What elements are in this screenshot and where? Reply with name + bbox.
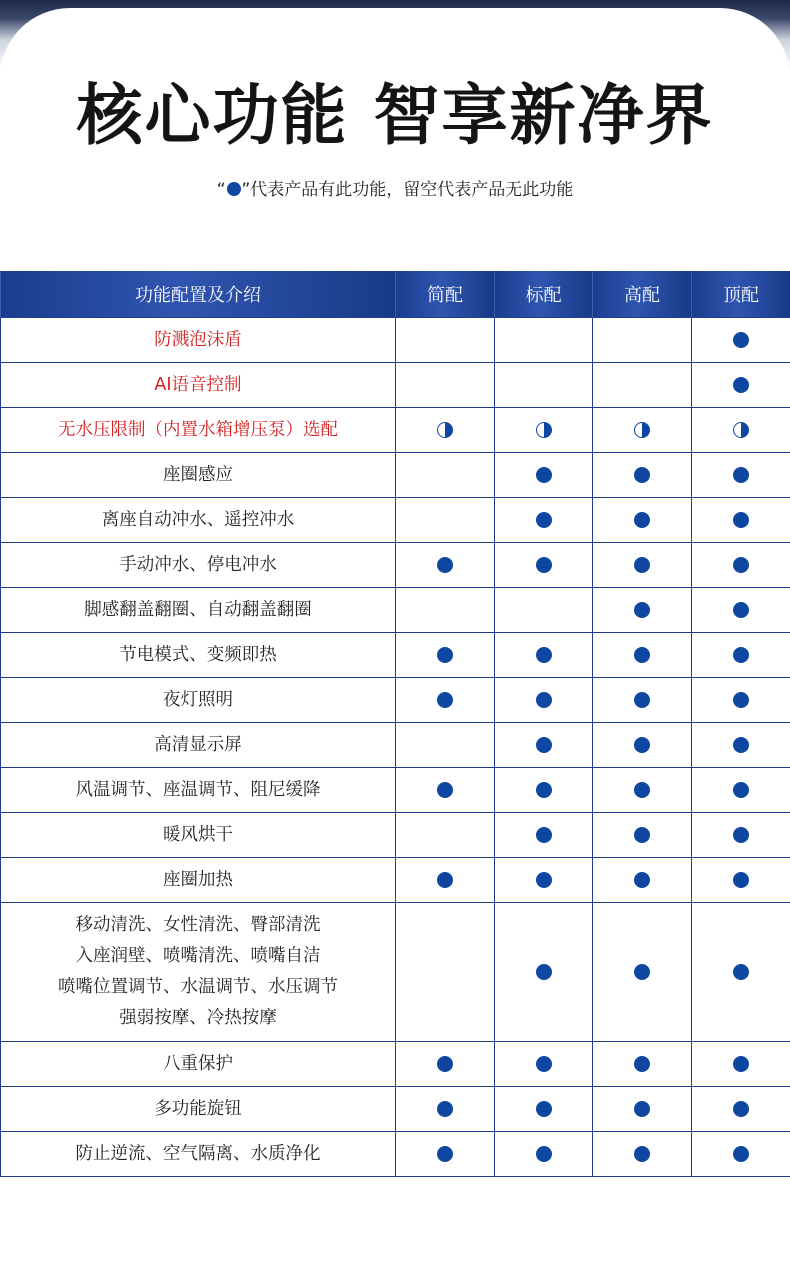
filled-dot-icon bbox=[437, 1146, 453, 1162]
table-row bbox=[1, 858, 790, 903]
tier-cell bbox=[495, 408, 593, 453]
feature-cell: 暖风烘干 bbox=[1, 813, 396, 858]
filled-dot-icon bbox=[536, 964, 552, 980]
filled-dot-icon bbox=[733, 692, 749, 708]
tier-cell bbox=[593, 1132, 692, 1177]
tier-cell bbox=[495, 588, 593, 633]
filled-dot-icon bbox=[733, 332, 749, 348]
filled-dot-icon bbox=[437, 1056, 453, 1072]
table-row bbox=[1, 813, 790, 858]
feature-cell: 高清显示屏 bbox=[1, 723, 396, 768]
feature-line: 移动清洗、女性清洗、臀部清洗 bbox=[1, 910, 395, 941]
filled-dot-icon bbox=[634, 737, 650, 753]
filled-dot-icon bbox=[536, 557, 552, 573]
table-row bbox=[1, 678, 790, 723]
header-high: 高配 bbox=[593, 271, 692, 318]
tier-cell bbox=[593, 408, 692, 453]
filled-dot-icon bbox=[733, 1146, 749, 1162]
feature-cell: 防溅泡沫盾 bbox=[1, 318, 396, 363]
tier-cell bbox=[495, 1042, 593, 1087]
filled-dot-icon bbox=[536, 692, 552, 708]
tier-cell bbox=[593, 498, 692, 543]
tier-cell bbox=[593, 453, 692, 498]
filled-dot-icon bbox=[733, 647, 749, 663]
tier-cell bbox=[692, 363, 790, 408]
tier-cell bbox=[495, 903, 593, 1042]
filled-dot-icon bbox=[733, 1101, 749, 1117]
half-dot-icon bbox=[634, 422, 650, 438]
tier-cell bbox=[495, 543, 593, 588]
filled-dot-icon bbox=[536, 1101, 552, 1117]
tier-cell bbox=[495, 858, 593, 903]
filled-dot-icon bbox=[634, 467, 650, 483]
tier-cell bbox=[692, 633, 790, 678]
tier-cell bbox=[692, 858, 790, 903]
tier-cell bbox=[396, 1087, 495, 1132]
feature-cell: 八重保护 bbox=[1, 1042, 396, 1087]
tier-cell bbox=[396, 408, 495, 453]
filled-dot-icon bbox=[536, 827, 552, 843]
tier-cell bbox=[593, 588, 692, 633]
filled-dot-icon bbox=[634, 1056, 650, 1072]
tier-cell bbox=[495, 768, 593, 813]
filled-dot-icon bbox=[437, 872, 453, 888]
feature-cell: 夜灯照明 bbox=[1, 678, 396, 723]
table-row bbox=[1, 903, 790, 1042]
tier-cell bbox=[396, 363, 495, 408]
tier-cell bbox=[593, 1087, 692, 1132]
filled-dot-icon bbox=[733, 782, 749, 798]
filled-dot-icon bbox=[634, 647, 650, 663]
tier-cell bbox=[593, 633, 692, 678]
tier-cell bbox=[396, 1042, 495, 1087]
filled-dot-icon bbox=[634, 602, 650, 618]
feature-cell: 防止逆流、空气隔离、水质净化 bbox=[1, 1132, 396, 1177]
filled-dot-icon bbox=[634, 557, 650, 573]
filled-dot-icon bbox=[634, 872, 650, 888]
legend-prefix: “ bbox=[217, 180, 226, 200]
tier-cell bbox=[593, 768, 692, 813]
tier-cell bbox=[593, 363, 692, 408]
tier-cell bbox=[396, 768, 495, 813]
half-dot-icon bbox=[733, 422, 749, 438]
header-standard: 标配 bbox=[495, 271, 593, 318]
tier-cell bbox=[692, 1087, 790, 1132]
tier-cell bbox=[396, 723, 495, 768]
table-row bbox=[1, 1042, 790, 1087]
tier-cell bbox=[692, 543, 790, 588]
filled-dot-icon bbox=[634, 827, 650, 843]
legend-note bbox=[0, 177, 790, 203]
table-row bbox=[1, 1132, 790, 1177]
feature-cell: 座圈加热 bbox=[1, 858, 396, 903]
filled-dot-icon bbox=[536, 467, 552, 483]
table-row bbox=[1, 723, 790, 768]
feature-cell: 无水压限制（内置水箱增压泵）选配 bbox=[1, 408, 396, 453]
filled-dot-icon bbox=[536, 512, 552, 528]
tier-cell bbox=[593, 543, 692, 588]
table-row bbox=[1, 453, 790, 498]
filled-dot-icon bbox=[437, 647, 453, 663]
feature-cell bbox=[1, 903, 396, 1042]
tier-cell bbox=[396, 453, 495, 498]
feature-cell: 脚感翻盖翻圈、自动翻盖翻圈 bbox=[1, 588, 396, 633]
feature-cell: AI语音控制 bbox=[1, 363, 396, 408]
half-dot-icon bbox=[437, 422, 453, 438]
header-feature: 功能配置及介绍 bbox=[1, 271, 396, 318]
tier-cell bbox=[692, 1132, 790, 1177]
page-title: 核心功能 智享新净界 bbox=[0, 78, 790, 154]
legend-dot-icon bbox=[227, 182, 241, 196]
tier-cell bbox=[692, 723, 790, 768]
table-row bbox=[1, 498, 790, 543]
tier-cell bbox=[692, 498, 790, 543]
filled-dot-icon bbox=[733, 377, 749, 393]
tier-cell bbox=[495, 1087, 593, 1132]
tier-cell bbox=[495, 723, 593, 768]
filled-dot-icon bbox=[437, 782, 453, 798]
table-row bbox=[1, 633, 790, 678]
filled-dot-icon bbox=[634, 692, 650, 708]
tier-cell bbox=[495, 678, 593, 723]
filled-dot-icon bbox=[536, 1146, 552, 1162]
tier-cell bbox=[396, 543, 495, 588]
half-dot-icon bbox=[536, 422, 552, 438]
tier-cell bbox=[692, 408, 790, 453]
tier-cell bbox=[593, 723, 692, 768]
tier-cell bbox=[495, 633, 593, 678]
tier-cell bbox=[396, 318, 495, 363]
filled-dot-icon bbox=[437, 557, 453, 573]
tier-cell bbox=[396, 498, 495, 543]
filled-dot-icon bbox=[634, 1101, 650, 1117]
tier-cell bbox=[495, 318, 593, 363]
table-row bbox=[1, 588, 790, 633]
feature-comparison-table bbox=[0, 271, 790, 1177]
filled-dot-icon bbox=[733, 872, 749, 888]
tier-cell bbox=[396, 858, 495, 903]
filled-dot-icon bbox=[634, 964, 650, 980]
feature-cell: 节电模式、变频即热 bbox=[1, 633, 396, 678]
tier-cell bbox=[593, 318, 692, 363]
feature-line: 强弱按摩、冷热按摩 bbox=[1, 1003, 395, 1034]
tier-cell bbox=[692, 588, 790, 633]
header-basic: 简配 bbox=[396, 271, 495, 318]
filled-dot-icon bbox=[536, 737, 552, 753]
tier-cell bbox=[692, 768, 790, 813]
filled-dot-icon bbox=[733, 467, 749, 483]
filled-dot-icon bbox=[536, 872, 552, 888]
tier-cell bbox=[495, 363, 593, 408]
tier-cell bbox=[396, 903, 495, 1042]
tier-cell bbox=[495, 498, 593, 543]
feature-cell: 风温调节、座温调节、阻尼缓降 bbox=[1, 768, 396, 813]
filled-dot-icon bbox=[634, 782, 650, 798]
filled-dot-icon bbox=[536, 782, 552, 798]
filled-dot-icon bbox=[536, 1056, 552, 1072]
tier-cell bbox=[593, 903, 692, 1042]
legend-text: ”代表产品有此功能，留空代表产品无此功能 bbox=[242, 180, 574, 200]
tier-cell bbox=[495, 1132, 593, 1177]
tier-cell bbox=[396, 1132, 495, 1177]
filled-dot-icon bbox=[634, 1146, 650, 1162]
feature-line: 喷嘴位置调节、水温调节、水压调节 bbox=[1, 972, 395, 1003]
tier-cell bbox=[396, 588, 495, 633]
table-row bbox=[1, 318, 790, 363]
filled-dot-icon bbox=[733, 1056, 749, 1072]
filled-dot-icon bbox=[634, 512, 650, 528]
filled-dot-icon bbox=[733, 737, 749, 753]
filled-dot-icon bbox=[437, 1101, 453, 1117]
table-row bbox=[1, 768, 790, 813]
filled-dot-icon bbox=[733, 557, 749, 573]
feature-cell: 座圈感应 bbox=[1, 453, 396, 498]
tier-cell bbox=[593, 858, 692, 903]
table-row bbox=[1, 1087, 790, 1132]
tier-cell bbox=[495, 813, 593, 858]
feature-cell: 离座自动冲水、遥控冲水 bbox=[1, 498, 396, 543]
tier-cell bbox=[692, 813, 790, 858]
table-header-row bbox=[1, 271, 790, 318]
table-row bbox=[1, 543, 790, 588]
tier-cell bbox=[396, 813, 495, 858]
tier-cell bbox=[593, 1042, 692, 1087]
table-row bbox=[1, 363, 790, 408]
tier-cell bbox=[692, 453, 790, 498]
filled-dot-icon bbox=[733, 512, 749, 528]
tier-cell bbox=[593, 813, 692, 858]
feature-cell: 多功能旋钮 bbox=[1, 1087, 396, 1132]
header-top: 顶配 bbox=[692, 271, 790, 318]
filled-dot-icon bbox=[437, 692, 453, 708]
filled-dot-icon bbox=[733, 602, 749, 618]
feature-line: 入座润壁、喷嘴清洗、喷嘴自洁 bbox=[1, 941, 395, 972]
tier-cell bbox=[692, 318, 790, 363]
tier-cell bbox=[692, 678, 790, 723]
feature-cell: 手动冲水、停电冲水 bbox=[1, 543, 396, 588]
tier-cell bbox=[692, 1042, 790, 1087]
table-body bbox=[1, 318, 790, 1177]
filled-dot-icon bbox=[733, 827, 749, 843]
filled-dot-icon bbox=[733, 964, 749, 980]
table-row bbox=[1, 408, 790, 453]
filled-dot-icon bbox=[536, 647, 552, 663]
tier-cell bbox=[396, 633, 495, 678]
tier-cell bbox=[396, 678, 495, 723]
tier-cell bbox=[692, 903, 790, 1042]
tier-cell bbox=[593, 678, 692, 723]
tier-cell bbox=[495, 453, 593, 498]
